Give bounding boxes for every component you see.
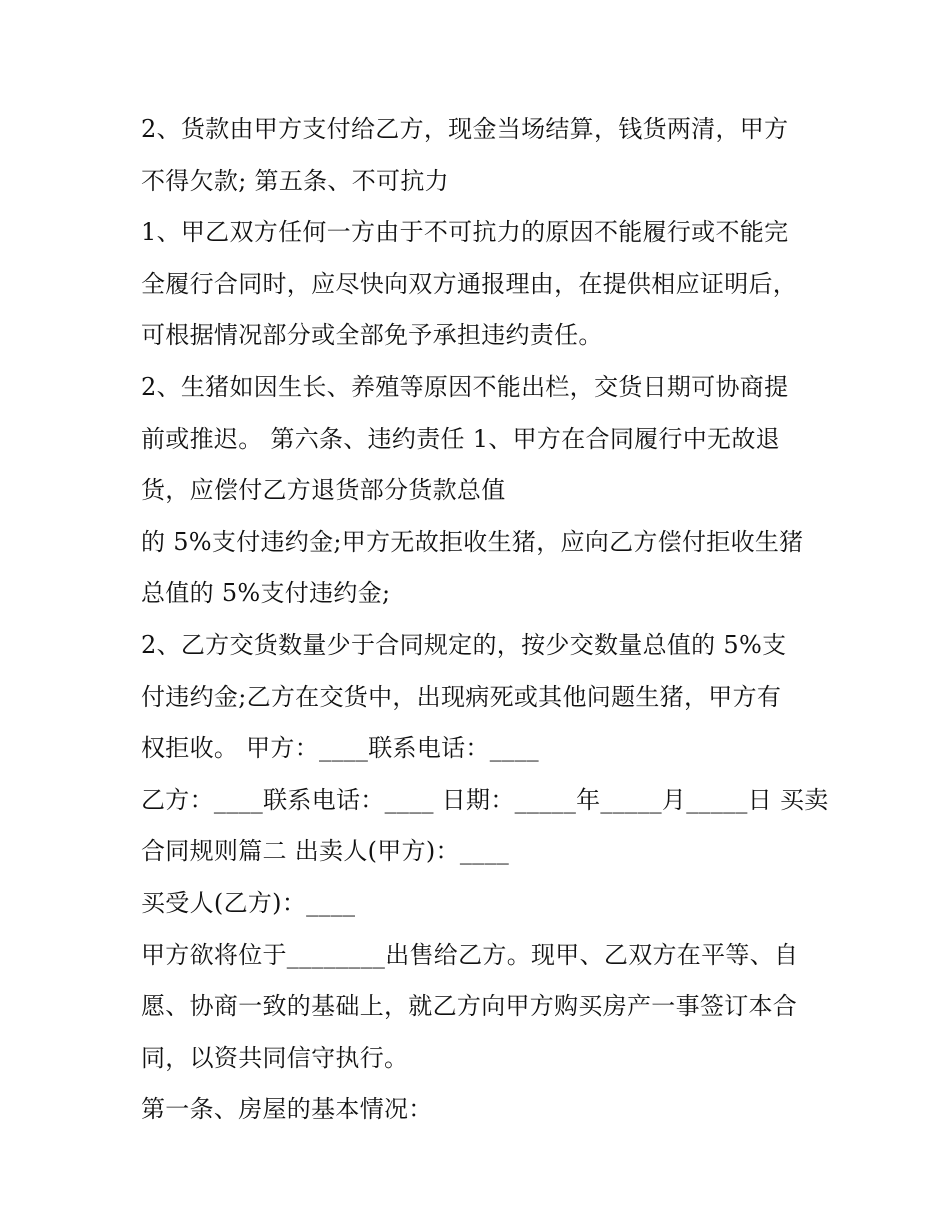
text-line: 全履行合同时，应尽快向双方通报理由，在提供相应证明后， [141, 269, 798, 298]
text-line: 总值的 5%支付违约金; [141, 579, 391, 608]
text-line: 权拒收。 甲方：____联系电话：____ [141, 734, 539, 763]
text-line: 愿、协商一致的基础上，就乙方向甲方购买房产一事签订本合 [141, 992, 798, 1021]
text-line: 1、甲乙双方任何一方由于不可抗力的原因不能履行或不能完 [141, 218, 789, 247]
text-line: 付违约金;乙方在交货中，出现病死或其他问题生猪，甲方有 [141, 682, 782, 711]
text-line: 甲方欲将位于________出售给乙方。现甲、乙双方在平等、自 [141, 940, 799, 969]
text-line: 不得欠款; 第五条、不可抗力 [141, 166, 449, 195]
text-line: 2、乙方交货数量少于合同规定的，按少交数量总值的 5%支 [141, 630, 787, 659]
text-line: 2、货款由甲方支付给乙方，现金当场结算，钱货两清，甲方 [141, 115, 789, 143]
contract-text [141, 104, 829, 1136]
text-line: 同，以资共同信守执行。 [141, 1043, 409, 1072]
text-line: 合同规则篇二 出卖人(甲方)：____ [141, 837, 510, 866]
text-line: 的 5%支付违约金;甲方无故拒收生猪，应向乙方偿付拒收生猪 [141, 527, 804, 556]
text-line: 乙方：____联系电话：____ 日期：_____年_____月_____日 买卖 [141, 785, 829, 814]
text-line: 货，应偿付乙方退货部分货款总值 [141, 476, 506, 505]
text-line: 第一条、房屋的基本情况： [141, 1095, 433, 1124]
text-line: 可根据情况部分或全部免予承担违约责任。 [141, 321, 603, 350]
text-line: 前或推迟。 第六条、违约责任 1、甲方在合同履行中无故退 [141, 424, 780, 453]
text-line: 2、生猪如因生长、养殖等原因不能出栏，交货日期可协商提 [141, 372, 789, 401]
text-line: 买受人(乙方)：____ [141, 888, 356, 917]
